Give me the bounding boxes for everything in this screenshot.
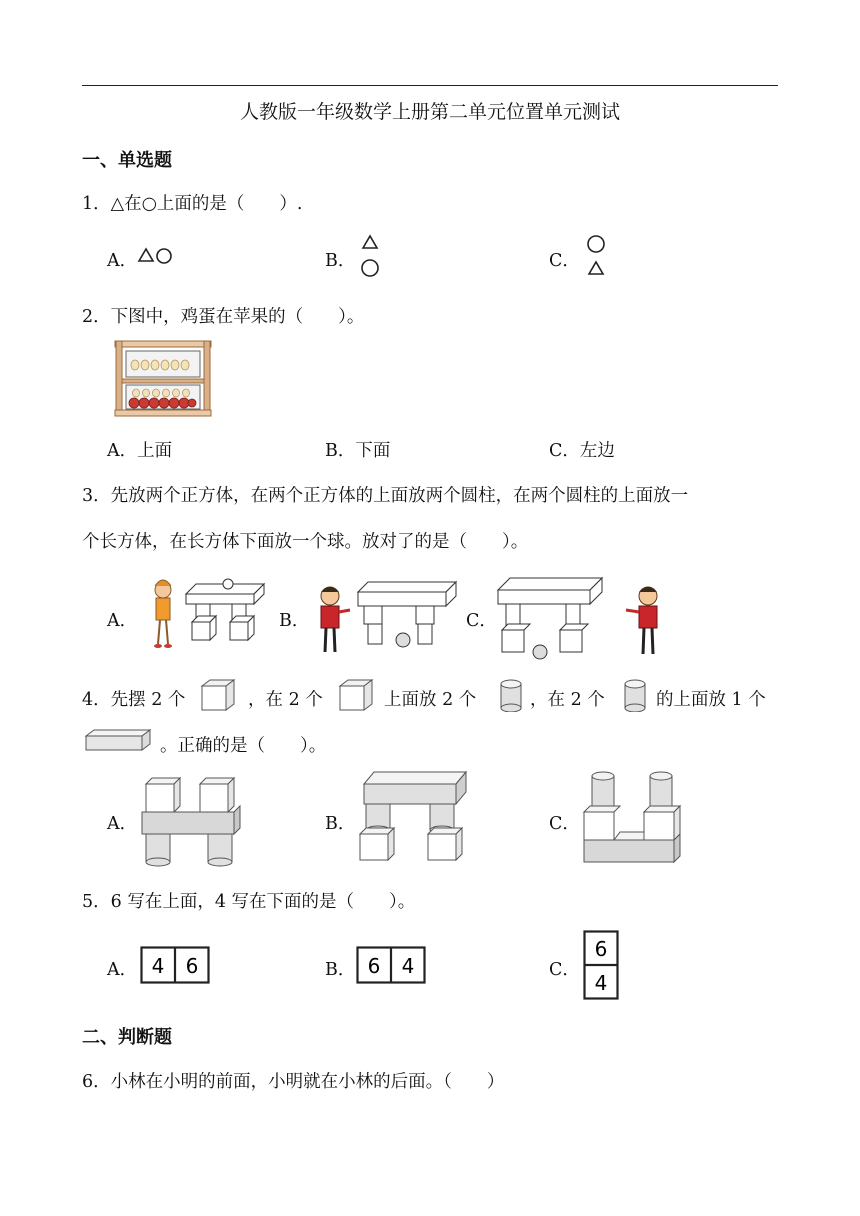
q4-cube-icon [200,678,236,712]
q4-option-b-label: B． [325,814,356,834]
q5-a-right-digit: 6 [185,954,199,978]
q4-cylinder-icon [498,678,524,712]
q4-cuboid-icon [84,728,152,752]
q3-option-a-girl-and-block-stack [146,572,274,656]
q1-option-b-triangle-above-circle [358,232,382,278]
q1-option-a-label: A． [107,251,138,271]
question-4-seg-6: 。正确的是（ ）。 [160,736,327,756]
q2-option-b: B．下面 [325,441,391,461]
q5-option-a-number-box [140,946,210,984]
q4-option-a-structure [138,772,244,868]
q5-c-top-digit: 6 [594,937,608,961]
q2-shelf-eggs-apples-image [114,339,212,417]
q5-b-left-digit: 6 [367,954,381,978]
q5-option-b-label: B． [325,960,356,980]
q5-b-right-digit: 4 [401,954,415,978]
q5-option-a-label: A． [107,960,138,980]
q3-option-c-block-stack-and-boy [494,572,672,662]
q4-cube-icon-2 [338,678,374,712]
question-4-seg-5: 的上面放 1 个 [656,690,766,710]
q1-option-c-circle-above-triangle [584,232,608,278]
question-3-stem-line-1: 3．先放两个正方体，在两个正方体的上面放两个圆柱，在两个圆柱的上面放一 [82,486,689,506]
question-5-stem: 5．6 写在上面，4 写在下面的是（ ）。 [82,892,416,912]
q5-option-c-number-box [583,930,619,1000]
header-rule [82,85,778,86]
question-4-seg-4: ，在 2 个 [530,690,605,710]
q4-option-c-structure [580,768,686,868]
q4-option-c-label: C． [549,814,580,834]
question-4-seg-1: 4．先摆 2 个 [82,690,186,710]
question-4-seg-3: 上面放 2 个 [384,690,477,710]
q4-cylinder-icon-2 [622,678,648,712]
question-6-stem: 6．小林在小明的前面，小明就在小林的后面。（ ） [82,1072,505,1092]
q5-c-bottom-digit: 4 [594,971,608,995]
q1-option-c-label: C． [549,251,580,271]
q3-option-c-label: C． [466,611,497,631]
q2-option-a: A．上面 [107,441,173,461]
question-2-stem: 2．下图中，鸡蛋在苹果的（ ）。 [82,307,365,327]
q5-option-b-number-box [356,946,426,984]
q3-option-a-label: A． [107,611,138,631]
page-title: 人教版一年级数学上册第二单元位置单元测试 [239,101,620,123]
q5-a-left-digit: 4 [151,954,165,978]
section-single-choice: 一、单选题 [82,150,172,171]
question-1-stem: 1．△在○上面的是（ ）. [82,194,303,214]
question-4-seg-2: ，在 2 个 [248,690,323,710]
question-3-stem-line-2: 个长方体，在长方体下面放一个球。放对了的是（ ）。 [82,532,529,552]
q1-option-b-label: B． [325,251,356,271]
q1-option-a-triangle-circle-side-by-side [136,244,176,266]
q2-option-c: C．左边 [549,441,615,461]
q4-option-b-structure [356,768,468,864]
q5-option-c-label: C． [549,960,580,980]
q3-option-b-label: B． [279,611,310,631]
q3-option-b-boy-and-block-stack [310,576,460,658]
section-true-false: 二、判断题 [82,1027,172,1048]
q4-option-a-label: A． [107,814,138,834]
